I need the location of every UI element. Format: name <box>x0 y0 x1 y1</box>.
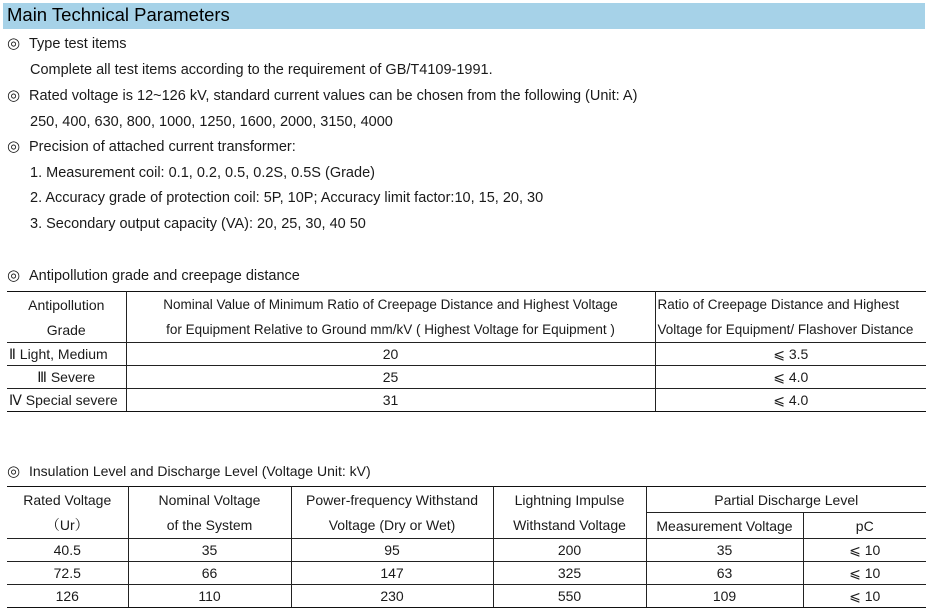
bullet-icon: ◎ <box>7 463 21 480</box>
precision-item: 2. Accuracy grade of protection coil: 5P, 10P; Accuracy limit factor:10, 15, 20, 30 <box>30 190 544 206</box>
precision-item: 3. Secondary output capacity (VA): 20, 25, 30, 40 50 <box>30 216 366 232</box>
precision-heading: ◎ Precision of attached current transformer: <box>7 138 296 155</box>
rated-current-values: 250, 400, 630, 800, 1000, 1250, 1600, 2000, 3150, 4000 <box>30 114 393 130</box>
rated-cell: 72.5 <box>7 562 128 585</box>
type-test-text: Complete all test items according to the requirement of GB/T4109-1991. <box>30 62 493 78</box>
li-cell: 200 <box>493 539 646 562</box>
pf-cell: 95 <box>291 539 493 562</box>
pc-cell: ⩽ 10 <box>803 539 926 562</box>
header-cell: Measurement Voltage <box>646 513 803 539</box>
ratio-cell: ⩽ 3.5 <box>655 343 926 366</box>
table-row <box>7 366 926 389</box>
antipollution-table <box>7 291 926 412</box>
pc-cell: ⩽ 10 <box>803 585 926 608</box>
ratio-cell: ⩽ 4.0 <box>655 366 926 389</box>
table-row <box>7 343 926 366</box>
grade-cell: Ⅳ Special severe <box>7 389 126 412</box>
nominal-cell: 35 <box>128 539 291 562</box>
precision-item: 1. Measurement coil: 0.1, 0.2, 0.5, 0.2S, 0.5S (Grade) <box>30 165 375 181</box>
li-cell: 550 <box>493 585 646 608</box>
header-cell: Voltage for Equipment/ Flashover Distance <box>655 317 926 343</box>
header-cell: Ratio of Creepage Distance and Highest <box>655 292 926 318</box>
bullet-icon: ◎ <box>7 138 21 155</box>
antipollution-heading: ◎ Antipollution grade and creepage distance <box>7 267 300 284</box>
rated-cell: 126 <box>7 585 128 608</box>
table-row <box>7 585 926 608</box>
grade-cell: Ⅲ Severe <box>7 366 126 389</box>
nominal-cell: 25 <box>126 366 655 389</box>
header-cell: Voltage (Dry or Wet) <box>291 513 493 539</box>
bullet-icon: ◎ <box>7 35 21 52</box>
ratio-cell: ⩽ 4.0 <box>655 389 926 412</box>
table-row <box>7 562 926 585</box>
header-cell: Rated Voltage <box>7 487 128 513</box>
header-cell: Grade <box>7 317 126 343</box>
pf-cell: 147 <box>291 562 493 585</box>
type-test-heading: ◎ Type test items <box>7 35 127 52</box>
header-cell: Withstand Voltage <box>493 513 646 539</box>
header-cell: Antipollution <box>7 292 126 318</box>
measure-cell: 35 <box>646 539 803 562</box>
nominal-cell: 20 <box>126 343 655 366</box>
header-cell: pC <box>803 513 926 539</box>
title-bar <box>3 3 925 29</box>
nominal-cell: 110 <box>128 585 291 608</box>
li-cell: 325 <box>493 562 646 585</box>
measure-cell: 63 <box>646 562 803 585</box>
header-cell: Lightning Impulse <box>493 487 646 513</box>
header-cell: （Ur） <box>7 513 128 539</box>
bullet-icon: ◎ <box>7 267 21 284</box>
header-cell: Power-frequency Withstand <box>291 487 493 513</box>
header-cell: for Equipment Relative to Ground mm/kV ( Highest Voltage for Equipment ) <box>126 317 655 343</box>
pc-cell: ⩽ 10 <box>803 562 926 585</box>
table-row <box>7 539 926 562</box>
page-title: Main Technical Parameters <box>7 4 230 25</box>
header-cell: Nominal Value of Minimum Ratio of Creepage Distance and Highest Voltage <box>126 292 655 318</box>
insulation-table <box>7 486 926 608</box>
header-cell: Partial Discharge Level <box>646 487 926 513</box>
grade-cell: Ⅱ Light, Medium <box>7 343 126 366</box>
pf-cell: 230 <box>291 585 493 608</box>
header-cell: of the System <box>128 513 291 539</box>
insulation-heading: ◎ Insulation Level and Discharge Level (Voltage Unit: kV) <box>7 463 371 480</box>
nominal-cell: 31 <box>126 389 655 412</box>
header-cell: Nominal Voltage <box>128 487 291 513</box>
rated-cell: 40.5 <box>7 539 128 562</box>
bullet-icon: ◎ <box>7 87 21 104</box>
nominal-cell: 66 <box>128 562 291 585</box>
table-row <box>7 389 926 412</box>
measure-cell: 109 <box>646 585 803 608</box>
rated-voltage-heading: ◎ Rated voltage is 12~126 kV, standard current values can be chosen from the following (Unit: A) <box>7 87 638 104</box>
